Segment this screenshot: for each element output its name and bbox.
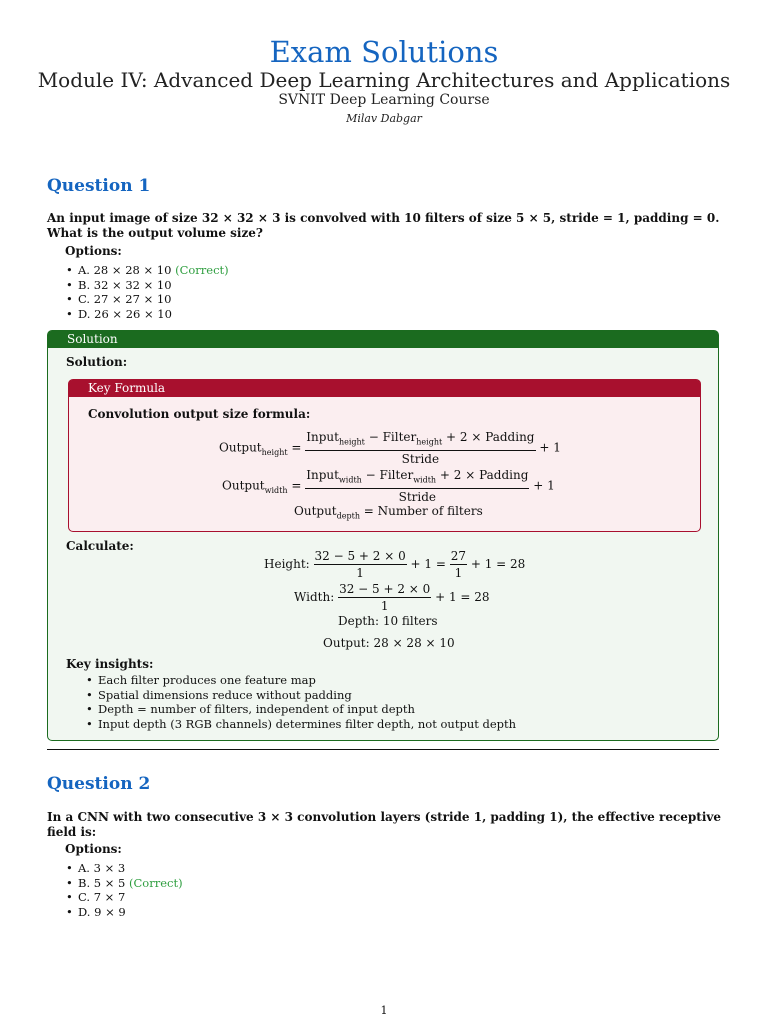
calc-fraction (450, 549, 467, 580)
option-text: B. 5 × 5 (78, 875, 126, 890)
insight-item: • Each filter produces one feature map (98, 673, 516, 688)
option-text: A. 3 × 3 (78, 861, 126, 875)
calc-numerator: 32 − 5 + 2 × 0 (339, 582, 431, 596)
option-item (78, 905, 183, 920)
formula-output-height (219, 430, 561, 466)
key-insights-list (85, 673, 516, 731)
equals-sign: = (287, 478, 306, 493)
calc-denominator: 1 (356, 566, 364, 580)
option-item (78, 263, 229, 278)
formula-term: + 2 × Padding (436, 468, 529, 482)
key-formula-box (68, 379, 701, 532)
calc-denominator: 1 (380, 599, 389, 613)
question-1-options (65, 263, 229, 322)
formula-term: − Filter (361, 468, 414, 482)
formula-lhs: Output (219, 440, 262, 455)
formula-term: + 2 × Padding (442, 430, 535, 444)
calc-label: Width: (294, 590, 339, 604)
formula-term: − Filter (364, 430, 417, 444)
option-text: B. 32 × 32 × 10 (78, 277, 172, 292)
question-2-heading: Question 2 (47, 774, 151, 794)
solution-box-title: Solution (48, 331, 718, 348)
formula-sub: width (413, 475, 437, 485)
option-text: C. 27 × 27 × 10 (78, 292, 172, 307)
question-1-text: An input image of size 32 × 32 × 3 is convolved with 10 filters of size 5 × 5, stride = 1, padding = 0. What is the output volume size? (47, 211, 720, 240)
correct-tag: (Correct) (129, 875, 183, 890)
calc-fraction (314, 549, 407, 580)
option-item (78, 890, 183, 905)
question-2-options-label: Options: (65, 842, 122, 856)
formula-fraction (305, 430, 535, 466)
key-formula-intro: Convolution output size formula: (88, 407, 311, 421)
formula-lhs: Output (222, 478, 265, 493)
option-item (78, 861, 183, 876)
formula-term: Input (306, 430, 339, 444)
formula-tail: + 1 (539, 440, 561, 455)
insight-item: • Input depth (3 RGB channels) determines filter depth, not output depth (98, 717, 516, 732)
solution-label: Solution: (66, 355, 128, 369)
equals-sign: = (287, 440, 306, 455)
calc-term: + 1 = (406, 557, 450, 571)
formula-tail: + 1 (533, 478, 555, 493)
option-text: C. 7 × 7 (78, 890, 126, 905)
formula-fraction (305, 468, 529, 504)
document-title: Exam Solutions (269, 35, 499, 69)
calc-denominator: 1 (454, 566, 463, 580)
document-subtitle: Module IV: Advanced Deep Learning Architectures and Applications (37, 68, 731, 92)
question-1-options-label: Options: (65, 244, 122, 258)
calc-label: Height: (264, 557, 314, 571)
key-formula-title: Key Formula (69, 380, 700, 397)
calc-term: + 1 = 28 (467, 557, 526, 571)
formula-output-width (222, 468, 555, 504)
option-item (78, 307, 229, 322)
question-2-text: In a CNN with two consecutive 3 × 3 convolution layers (stride 1, padding 1), the effective receptive field is: (47, 810, 721, 839)
insight-item: • Spatial dimensions reduce without padding (98, 688, 516, 703)
formula-denominator: Stride (398, 490, 437, 505)
calc-width (294, 582, 490, 613)
key-insights-label: Key insights: (66, 657, 154, 671)
formula-sub: depth (336, 511, 360, 521)
formula-output-depth (294, 504, 483, 520)
page-number: 1 (380, 1004, 388, 1017)
question-1-heading: Question 1 (47, 176, 151, 196)
question-2-options (65, 861, 183, 920)
solution-box (47, 330, 719, 741)
option-text: D. 26 × 26 × 10 (78, 307, 172, 322)
formula-term: Input (306, 468, 339, 482)
calc-numerator: 27 (450, 549, 467, 563)
calc-numerator: 32 − 5 + 2 × 0 (314, 549, 406, 563)
formula-sub: height (416, 437, 443, 447)
correct-tag: (Correct) (175, 263, 229, 277)
formula-lhs: Output (294, 504, 337, 518)
calc-height (264, 549, 525, 580)
course-name: SVNIT Deep Learning Course (278, 92, 490, 108)
formula-sub: width (264, 486, 288, 496)
option-item (78, 278, 229, 293)
option-text: A. 28 × 28 × 10 (78, 263, 172, 277)
section-divider (47, 749, 719, 750)
author-name: Milav Dabgar (346, 112, 422, 125)
formula-rhs: = Number of filters (359, 504, 483, 518)
calculate-label: Calculate: (66, 539, 134, 553)
option-item (78, 876, 183, 891)
option-text: D. 9 × 9 (78, 905, 126, 920)
calc-term: + 1 = 28 (431, 590, 490, 604)
insight-item: • Depth = number of filters, independent of input depth (98, 702, 516, 717)
calc-depth: Depth: 10 filters (338, 614, 438, 628)
formula-sub: width (338, 475, 362, 485)
calc-fraction (338, 582, 431, 613)
calc-output: Output: 28 × 28 × 10 (323, 636, 455, 650)
option-item (78, 292, 229, 307)
formula-denominator: Stride (401, 452, 440, 467)
formula-sub: height (261, 448, 288, 458)
formula-sub: height (338, 437, 365, 447)
